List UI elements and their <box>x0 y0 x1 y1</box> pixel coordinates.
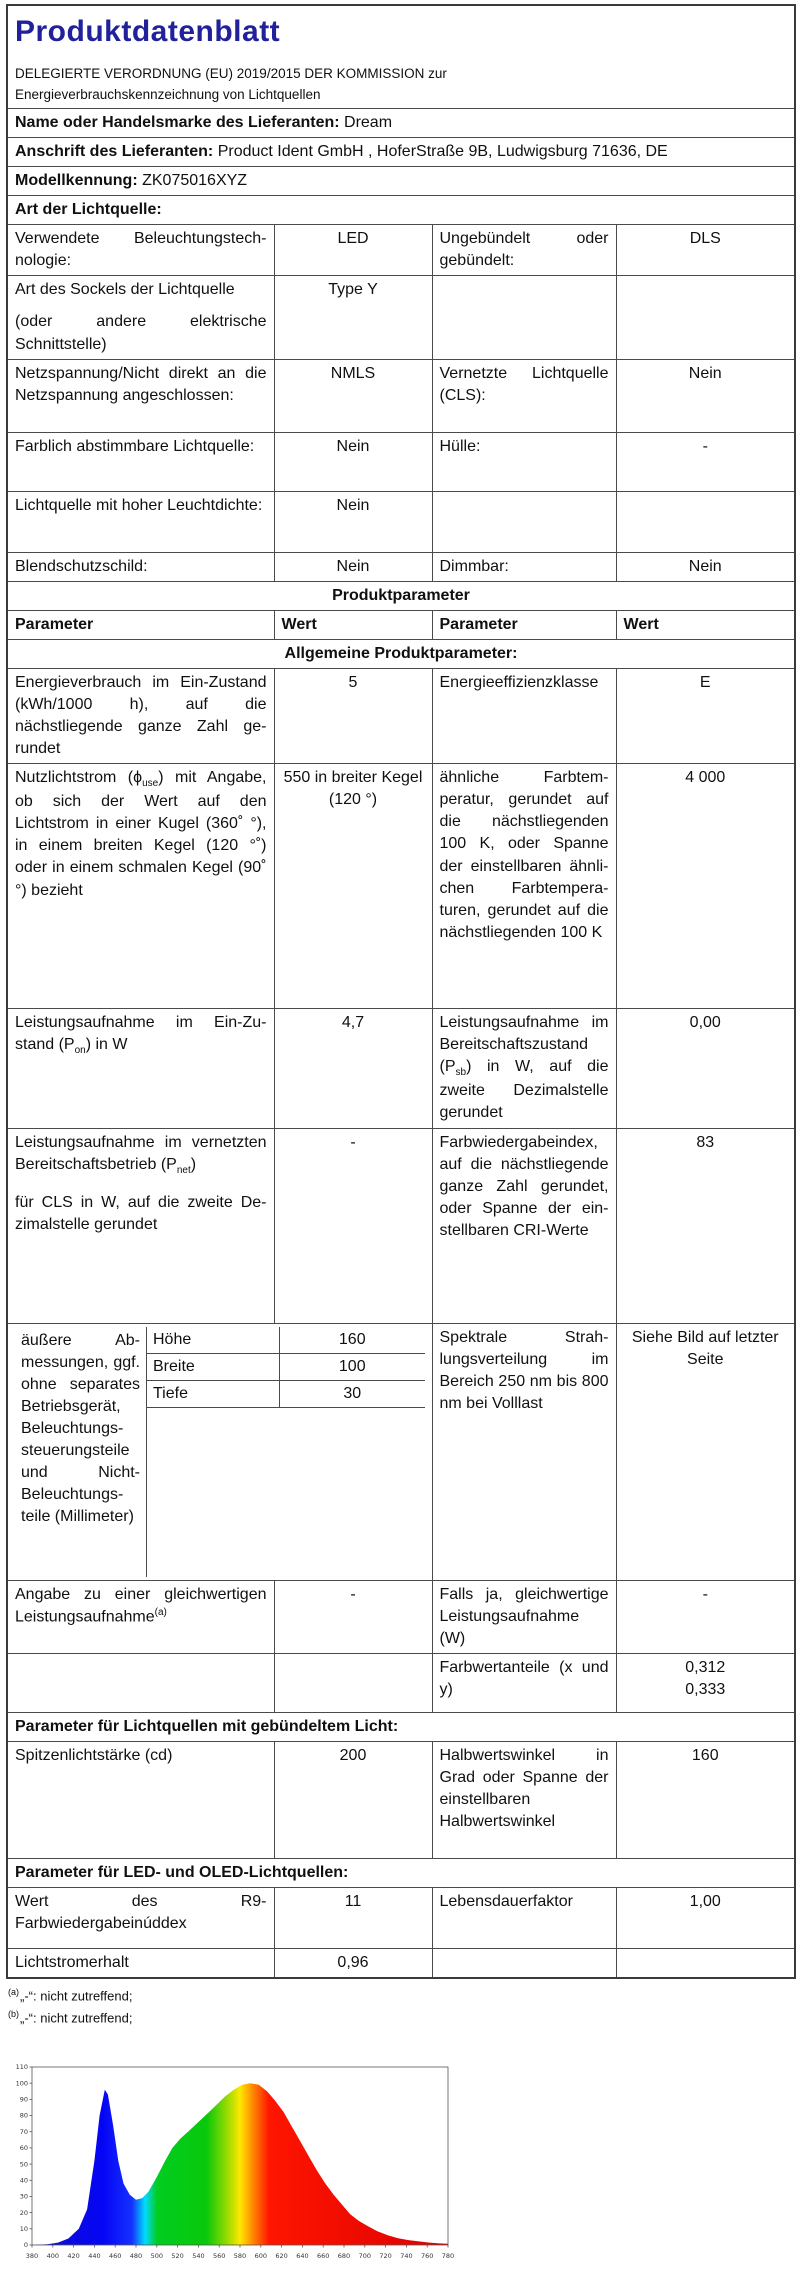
spectral-distribution-chart <box>6 2059 800 2270</box>
param-value: Nein <box>616 552 795 581</box>
param-label: Energieverbrauch im Ein-Zustand (kWh/1000 h), auf die nächstliegende ganze Zahl gerundet <box>7 668 274 763</box>
param-value: Nein <box>274 491 432 552</box>
svg-text:640: 640 <box>296 2252 309 2261</box>
param-label: Spektrale Strahlungsverteilung im Bereich 250 nm bis 800 nm bei Volllast <box>432 1323 616 1580</box>
param-label: Hülle: <box>432 432 616 491</box>
param-value: DLS <box>616 225 795 276</box>
param-value: 83 <box>616 1128 795 1323</box>
svg-text:760: 760 <box>420 2252 434 2261</box>
param-value: 550 in breiter Kegel (120 °) <box>274 764 432 1009</box>
table-row <box>7 491 795 552</box>
supplier-name-row <box>7 108 795 137</box>
regulation-line-1: DELEGIERTE VERORDNUNG (EU) 2019/2015 DER KOMMISSION zur <box>15 66 447 82</box>
param-label: Netzspannung/Nicht direkt an die Netzspannung angeschlossen: <box>7 359 274 432</box>
svg-text:780: 780 <box>441 2252 455 2261</box>
svg-text:680: 680 <box>337 2252 351 2261</box>
table-row <box>7 1948 795 1978</box>
svg-text:700: 700 <box>358 2252 372 2261</box>
param-value: 0,00 <box>616 1009 795 1128</box>
table-row <box>7 276 795 359</box>
param-label: Farbwiedergabeindex, auf die nächstliegende ganze Zahl gerundet, oder Spanne der einstellbaren CRI-Werte <box>432 1128 616 1323</box>
column-header: Wert <box>274 610 432 639</box>
regulation-text <box>15 64 787 105</box>
param-label: Ungebündelt oder gebündelt: <box>432 225 616 276</box>
param-value: 0,96 <box>274 1948 432 1978</box>
svg-text:60: 60 <box>19 2144 28 2153</box>
param-label: Leistungsaufnahme im vernetzten Bereitschaftsbetrieb $(P_{net})$ für CLS in W, auf die zweite Dezimalstelle gerundet <box>7 1128 274 1323</box>
svg-text:30: 30 <box>19 2192 28 2201</box>
table-row <box>7 1580 795 1653</box>
svg-text:480: 480 <box>129 2252 143 2261</box>
param-value: 11 <box>274 1887 432 1948</box>
svg-text:50: 50 <box>19 2160 28 2169</box>
column-header-row <box>7 610 795 639</box>
dimension-depth-row: Tiefe 30 <box>147 1381 425 1408</box>
param-value: NMLS <box>274 359 432 432</box>
svg-text:620: 620 <box>275 2252 288 2261</box>
param-label <box>432 491 616 552</box>
svg-text:380: 380 <box>25 2252 39 2261</box>
param-value: Nein <box>616 359 795 432</box>
svg-text:40: 40 <box>19 2176 28 2185</box>
param-label: Leistungsaufnahme im Ein-Zustand $(P_{on})$ in W <box>7 1009 274 1128</box>
type-section-title: Art der Lichtquelle: <box>7 196 795 225</box>
param-label: Art des Sockels der Lichtquelle (oder andere elektrische Schnittstelle) <box>7 276 274 359</box>
column-header: Parameter <box>432 610 616 639</box>
param-label: Angabe zu einer gleichwertigen Leistungsaufnahme$^{(a)}$ <box>7 1580 274 1653</box>
table-row <box>7 552 795 581</box>
table-row <box>7 764 795 1009</box>
param-value <box>616 491 795 552</box>
regulation-line-2: Energieverbrauchskennzeichnung von Lichtquellen <box>15 86 321 102</box>
param-label: Leistungsaufnahme im Bereitschaftszustand $(P_{sb})$ in W, auf die zweite Dezimalstelle gerundet <box>432 1009 616 1128</box>
param-value: Siehe Bild auf letzter Seite <box>616 1323 795 1580</box>
svg-text:520: 520 <box>171 2252 184 2261</box>
dimension-height-row: Höhe 160 <box>147 1327 425 1354</box>
dimensions-row <box>7 1323 795 1580</box>
title-row <box>7 5 795 108</box>
param-label: Blendschutzschild: <box>7 552 274 581</box>
footnote-a: $^{(a)}$„-“: nicht zutreffend; <box>8 1986 133 2004</box>
param-value: 200 <box>274 1741 432 1858</box>
table-row <box>7 1887 795 1948</box>
table-row <box>7 359 795 432</box>
svg-text:420: 420 <box>67 2252 80 2261</box>
svg-text:100: 100 <box>15 2079 28 2088</box>
param-label: Spitzenlichtstärke (cd) <box>7 1741 274 1858</box>
param-label: Wert des R9-Farbwiedergabeinúddex <box>7 1887 274 1948</box>
svg-text:560: 560 <box>212 2252 226 2261</box>
param-value: - <box>274 1580 432 1653</box>
param-label <box>432 276 616 359</box>
param-label <box>7 1653 274 1712</box>
param-value: 1,00 <box>616 1887 795 1948</box>
param-label: Farbwertanteile (x und y) <box>432 1653 616 1712</box>
param-value: Nein <box>274 432 432 491</box>
svg-text:500: 500 <box>150 2252 164 2261</box>
param-value: - <box>616 1580 795 1653</box>
param-value: - <box>616 432 795 491</box>
table-row <box>7 225 795 276</box>
dimensions-label: äußere Abmessungen, ggf. ohne separates Betriebsgerät, Beleuchtungssteuerungsteile und Nicht-Beleuchtungsteile (Millimeter) <box>15 1327 147 1577</box>
column-header: Wert <box>616 610 795 639</box>
general-params-header: Allgemeine Produktparameter: <box>7 639 795 668</box>
beam-section-header: Parameter für Lichtquellen mit gebündeltem Licht: <box>7 1712 795 1741</box>
supplier-address-value: Product Ident GmbH , HoferStraße 9B, Ludwigsburg 71636, DE <box>217 142 668 160</box>
model-label: Modellkennung: <box>15 172 138 190</box>
product-datasheet <box>6 4 796 1979</box>
supplier-name-value: Dream <box>344 113 393 131</box>
svg-text:600: 600 <box>254 2252 268 2261</box>
param-label: Vernetzte Lichtquelle (CLS): <box>432 359 616 432</box>
supplier-name-label: Name oder Handelsmarke des Lieferanten: <box>15 113 340 131</box>
param-value: 5 <box>274 668 432 763</box>
page-title: Produktdatenblatt <box>15 15 281 48</box>
footnote-b: $^{(b)}$„-“: nicht zutreffend; <box>8 2009 133 2026</box>
param-value <box>274 1653 432 1712</box>
param-label: Verwendete Beleuchtungstechnologie: <box>7 225 274 276</box>
param-label: Lichtstromerhalt <box>7 1948 274 1978</box>
svg-text:70: 70 <box>19 2128 28 2137</box>
param-label: Dimmbar: <box>432 552 616 581</box>
model-row <box>7 167 795 196</box>
svg-text:540: 540 <box>192 2252 205 2261</box>
svg-text:80: 80 <box>19 2111 28 2120</box>
svg-text:110: 110 <box>15 2063 28 2072</box>
param-label: ähnliche Farbtemperatur, gerundet auf die nächstliegenden 100 K, oder Spanne der einstellbaren ähnlichen Farbtemperaturen, gerundet auf die nächstliegenden 100 K <box>432 764 616 1009</box>
model-value: ZK075016XYZ <box>142 172 248 190</box>
table-row <box>7 668 795 763</box>
led-section-header: Parameter für LED- und OLED-Lichtquellen: <box>7 1858 795 1887</box>
param-value: 4 000 <box>616 764 795 1009</box>
param-value: E <box>616 668 795 763</box>
table-row <box>7 1009 795 1128</box>
svg-text:580: 580 <box>233 2252 247 2261</box>
svg-text:720: 720 <box>379 2252 392 2261</box>
dimension-width-row: Breite 100 <box>147 1354 425 1381</box>
svg-text:0: 0 <box>23 2241 28 2250</box>
spectral-chart-svg <box>6 2059 458 2265</box>
param-value <box>616 276 795 359</box>
param-value: Nein <box>274 552 432 581</box>
svg-text:740: 740 <box>400 2252 413 2261</box>
svg-text:90: 90 <box>19 2095 28 2104</box>
param-value: LED <box>274 225 432 276</box>
svg-text:20: 20 <box>19 2209 28 2218</box>
svg-text:440: 440 <box>88 2252 101 2261</box>
svg-text:10: 10 <box>19 2225 28 2234</box>
svg-text:460: 460 <box>108 2252 122 2261</box>
param-label: Farblich abstimmbare Lichtquelle: <box>7 432 274 491</box>
param-label: Nutzlichtstrom $(\phi_{use})$ mit Angabe, ob sich der Wert auf den Lichtstrom in einer Kugel (360˚ °), in einem breiten Kegel (120 °˚) oder in einem schmalen Kegel (90˚ °) bezieht <box>7 764 274 1009</box>
table-row <box>7 432 795 491</box>
param-label <box>432 1948 616 1978</box>
svg-text:660: 660 <box>316 2252 330 2261</box>
supplier-address-label: Anschrift des Lieferanten: <box>15 142 214 160</box>
param-label: Energieeffizienzklasse <box>432 668 616 763</box>
param-value: 4,7 <box>274 1009 432 1128</box>
param-value: 160 <box>616 1741 795 1858</box>
table-row <box>7 1128 795 1323</box>
param-label: Lichtquelle mit hoher Leuchtdichte: <box>7 491 274 552</box>
param-value: Type Y <box>274 276 432 359</box>
param-label: Halbwertswinkel in Grad oder Spanne der einstellbaren Halbwertswinkel <box>432 1741 616 1858</box>
param-value: - <box>274 1128 432 1323</box>
column-header: Parameter <box>7 610 274 639</box>
param-value <box>616 1948 795 1978</box>
produktparameter-header: Produktparameter <box>7 581 795 610</box>
table-row <box>7 1741 795 1858</box>
table-row <box>7 1653 795 1712</box>
footnotes <box>8 1985 800 2029</box>
type-section-header <box>7 196 795 225</box>
param-label: Lebensdauerfaktor <box>432 1887 616 1948</box>
param-value: 0,312 0,333 <box>616 1653 795 1712</box>
param-label: Falls ja, gleichwertige Leistungsaufnahme (W) <box>432 1580 616 1653</box>
svg-text:400: 400 <box>46 2252 60 2261</box>
supplier-address-row <box>7 137 795 166</box>
